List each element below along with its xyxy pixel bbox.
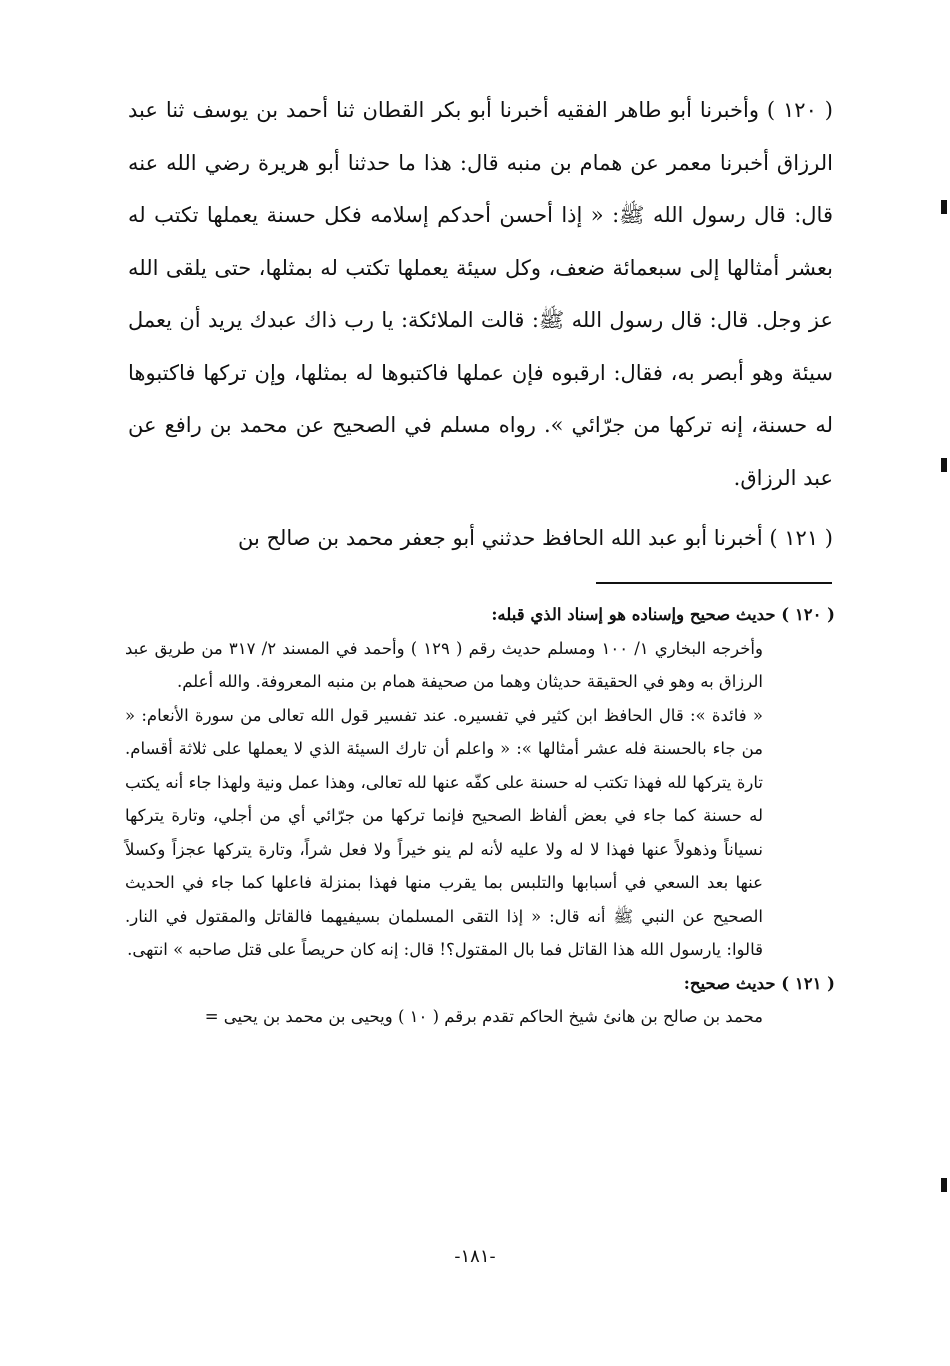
main-text: [128, 84, 833, 565]
hadith-120-paragraph: ( ١٢٠ ) وأخبرنا أبو طاهر الفقيه أخبرنا أبو بكر القطان ثنا أحمد بن يوسف ثنا عبد الرزاق أخبرنا معمر عن همام بن منبه قال: هذا ما حدثنا أبو هريرة رضي الله عنه قال: قال رسول الله ﷺ: « إذا أحسن أحدكم إسلامه فكل حسنة يعملها تكتب له بعشر أمثالها إلى سبعمائة ضعف، وكل سيئة يعملها تكتب له بمثلها، حتى يلقى الله عز وجل. قال: قال رسول الله ﷺ: قالت الملائكة: يا رب ذاك عبدك يريد أن يعمل سيئة وهو أبصر به، فقال: ارقبوه فإن عملها فاكتبوها له بمثلها، وإن تركها فاكتبوها له حسنة، إنه تركها من جرّائي ». رواه مسلم في الصحيح عن محمد بن رافع عن عبد الرزاق.: [128, 98, 834, 490]
footnote-divider: [596, 582, 832, 584]
hadith-121-paragraph: ( ١٢١ ) أخبرنا أبو عبد الله الحافظ حدثني أبو جعفر محمد بن صالح بن: [237, 526, 833, 550]
footnote-120-note: « فائدة »: قال الحافظ ابن كثير في تفسيره. عند تفسير قول الله تعالى من سورة الأنعام: « من جاء بالحسنة فله عشر أمثالها »: « واعلم أن تارك السيئة الذي لا يعملها على ثلاثة أقسام. تارة يتركها لله فهذا تكتب له حسنة على كفّه عنها لله تعالى، وهذا عمل ونية ولهذا جاء أنه يكتب له حسنة كما جاء في بعض ألفاظ الصحيح فإنما تركها من جرّائي أي من أجلي، وتارة يتركها نسياناً وذهولاً عنها فهذا لا له ولا عليه لأنه لم ينو خيراً ولا فعل شراً، وتارة يتركها عجزاً وكسلاً عنها بعد السعي في أسبابها والتلبس بما يقرب منها فهذا بمنزلة فاعلها كما جاء في الحديث الصحيح عن النبي ﷺ أنه قال: « إذا التقى المسلمان بسيفيهما فالقاتل والمقتول في النار. قالوا: يارسول الله هذا القاتل فما بال المقتول؟! قال: إنه كان حريصاً على قتل صاحبه » انتهى.: [125, 705, 763, 959]
footnotes: [125, 598, 835, 1034]
footnote-121-body: محمد بن صالح بن هانئ شيخ الحاكم تقدم برقم ( ١٠ ) ويحيى بن محمد بن يحيى =: [204, 1007, 763, 1026]
footnote-121-heading: ( ١٢١ ) حديث صحيح:: [683, 973, 835, 993]
scan-edge-mark: [941, 458, 947, 472]
footnote-120-body: وأخرجه البخاري ١/ ١٠٠ ومسلم حديث رقم ( ١٢٩ ) وأحمد في المسند ٢/ ٣١٧ من طريق عبد الرزاق به وهو في الحقيقة حديثان وهما من صحيفة همام بن منبه المعروفة. والله أعلم.: [125, 638, 763, 691]
scan-edge-mark: [941, 200, 947, 214]
scan-edge-mark: [941, 1178, 947, 1192]
page-number: -١٨١-: [454, 1246, 496, 1267]
footnote-120-heading: ( ١٢٠ ) حديث صحيح وإسناده هو إسناد الذي قبله:: [491, 605, 835, 624]
